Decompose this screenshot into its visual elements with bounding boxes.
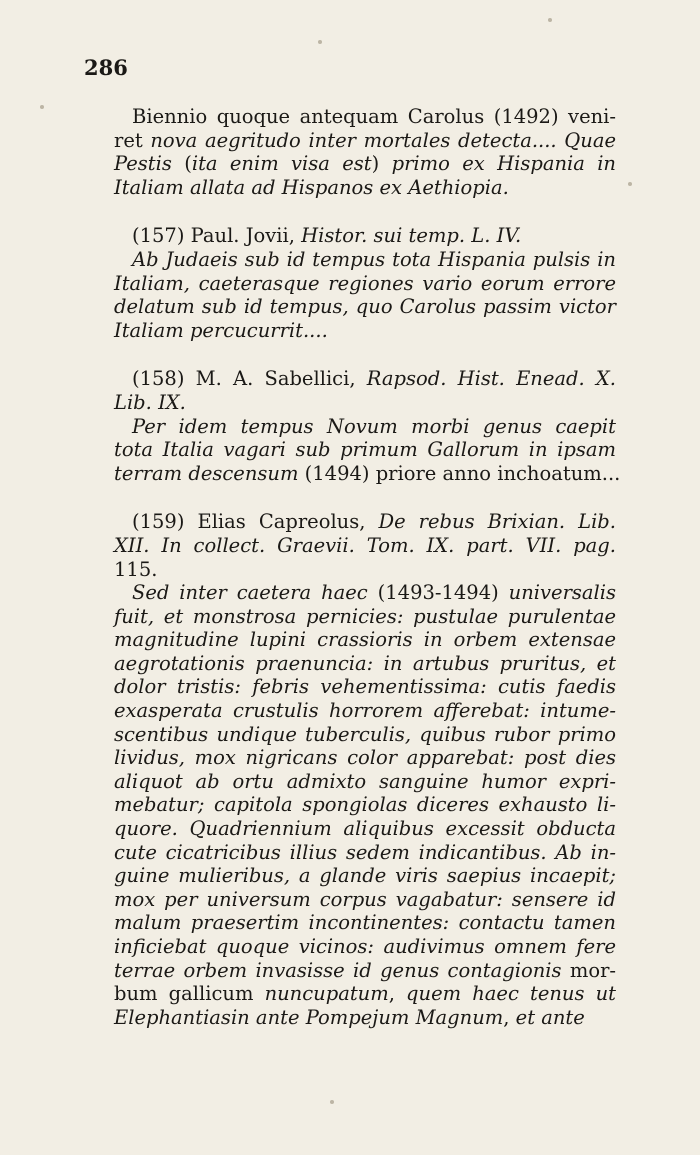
text-run: universalis (508, 581, 617, 605)
text-run: quore. Quadriennium aliquibus excessit obducta (114, 817, 616, 841)
text-run: fuit, et monstrosa pernicies: pustulae purulentae (114, 604, 616, 628)
text-run: (159) Elias Capreolus, (132, 510, 379, 534)
text-line (114, 723, 616, 747)
text-run: Italiam percucurrit.... (114, 318, 328, 342)
text-line (114, 652, 616, 676)
text-block-note-158 (114, 367, 621, 485)
text-run: primo ex Hispania in (391, 152, 616, 176)
text-block-note-159 (114, 510, 616, 1029)
text-line (114, 605, 616, 629)
text-run: cute cicatricibus illius sedem indicantibus. Ab in- (114, 840, 616, 864)
text-line (114, 534, 616, 558)
text-line (114, 888, 616, 912)
text-line (114, 391, 616, 415)
text-run: mox per universum corpus vagabatur: sensere id (114, 887, 616, 911)
text-run: ita enim visa est (191, 152, 372, 176)
paragraph-gap (114, 199, 616, 224)
paper-speck (330, 1100, 334, 1104)
text-run: ret (114, 128, 151, 152)
text-run: malum praesertim incontinentes: contactu tamen (114, 911, 616, 935)
text-run: terram descensum (114, 461, 299, 485)
text-run: Lib. IX. (114, 390, 186, 414)
text-line (114, 367, 616, 391)
text-line (114, 793, 616, 817)
text-line (114, 935, 616, 959)
text-line (114, 438, 616, 462)
text-block-quote-intro (114, 105, 616, 199)
text-line (114, 982, 616, 1006)
text-line (114, 558, 616, 582)
text-line (114, 841, 616, 865)
text-run: quem haec tenus ut (406, 982, 617, 1006)
text-run: aliquot ab ortu admixto sanguine humor expri- (114, 769, 616, 793)
text-line (114, 1006, 616, 1030)
text-run: (1493-1494) (367, 581, 509, 605)
text-run: magnitudine lupini crassioris in orbem extensae (114, 628, 616, 652)
text-run: (1494) priore anno inchoatum... (298, 461, 621, 485)
text-run: guine mulieribus, a glande viris saepius incaepit; (114, 864, 616, 888)
text-line (114, 746, 616, 770)
text-run: Italiam allata ad Hispanos ex Aethiopia. (114, 175, 509, 199)
text-run: Elephantiasin ante Pompejum Magnum (114, 1005, 504, 1029)
text-run: Per idem tempus Novum morbi genus caepit (132, 414, 616, 438)
text-run: Histor. sui temp. L. IV. (301, 224, 522, 248)
text-line (114, 510, 616, 534)
text-run: , (503, 1005, 516, 1029)
paper-speck (548, 18, 552, 22)
paper-speck (318, 40, 322, 44)
text-run: Ab Judaeis sub id tempus tota Hispania pulsis in (132, 247, 616, 271)
text-run: , (388, 982, 407, 1006)
text-line (114, 415, 616, 439)
text-line (114, 224, 616, 248)
text-run: XII. In collect. Graevii. Tom. IX. part. VII. pag. (114, 533, 616, 557)
text-body (114, 105, 621, 1029)
text-run: Pestis (114, 152, 172, 176)
text-run: Sed inter caetera haec (132, 581, 368, 605)
paper-speck (40, 105, 44, 109)
text-run: terrae orbem invasisse id genus contagionis (114, 958, 562, 982)
text-line (114, 675, 616, 699)
text-line (114, 699, 616, 723)
text-line (114, 248, 616, 272)
text-run: mor- (561, 958, 616, 982)
text-line (114, 152, 616, 176)
text-run: scentibus undique tuberculis, quibus rubor primo (114, 722, 616, 746)
text-run: et ante (515, 1005, 585, 1029)
text-run: exasperata crustulis horrorem afferebat: intume- (114, 699, 616, 723)
text-block-note-157 (114, 224, 616, 342)
text-line (114, 911, 616, 935)
text-run: (158) M. A. Sabellici, (132, 367, 367, 391)
text-run: Rapsod. Hist. Enead. X. (366, 367, 616, 391)
text-run: De rebus Brixian. Lib. (378, 510, 616, 534)
text-run: delatum sub id tempus, quo Carolus passim victor (114, 295, 616, 319)
text-run: (157) Paul. Jovii, (132, 224, 302, 248)
text-run: bum gallicum (114, 982, 265, 1006)
text-run: ) (371, 152, 392, 176)
text-run: Biennio quoque antequam Carolus (1492) veni- (132, 105, 616, 128)
text-run: inficiebat quoque vicinos: audivimus omnem fere (114, 935, 616, 958)
text-line (114, 817, 616, 841)
text-line (114, 319, 616, 343)
text-run: dolor tristis: febris vehementissima: cutis faedis (114, 675, 616, 699)
text-line (114, 272, 616, 296)
text-run: ( (171, 152, 192, 176)
text-line (114, 105, 616, 129)
paper-speck (628, 182, 632, 186)
text-run: mebatur; capitola spongiolas diceres exhausto li- (114, 793, 616, 817)
text-run: tota Italia vagari sub primum Gallorum in ipsam (114, 438, 616, 462)
text-run: lividus, mox nigricans color apparebat: post dies (114, 746, 616, 770)
text-line (114, 581, 616, 605)
text-line (114, 770, 616, 794)
text-run: nuncupatum (264, 982, 389, 1006)
text-line (114, 461, 621, 486)
text-line (114, 628, 616, 652)
text-run: nova aegritudo inter mortales detecta.... Quae (150, 128, 616, 152)
paragraph-gap (114, 485, 616, 510)
text-run: aegrotationis praenuncia: in artubus pruritus, et (114, 651, 616, 675)
text-run: 115. (114, 557, 158, 581)
text-run: Italiam, caeterasque regiones vario eorum errore (114, 271, 616, 295)
text-line (114, 864, 616, 888)
page-number: 286 (84, 55, 128, 80)
paragraph-gap (114, 342, 616, 367)
text-line (114, 176, 616, 200)
text-line (114, 295, 616, 319)
text-line (114, 129, 616, 153)
text-line (114, 959, 616, 983)
